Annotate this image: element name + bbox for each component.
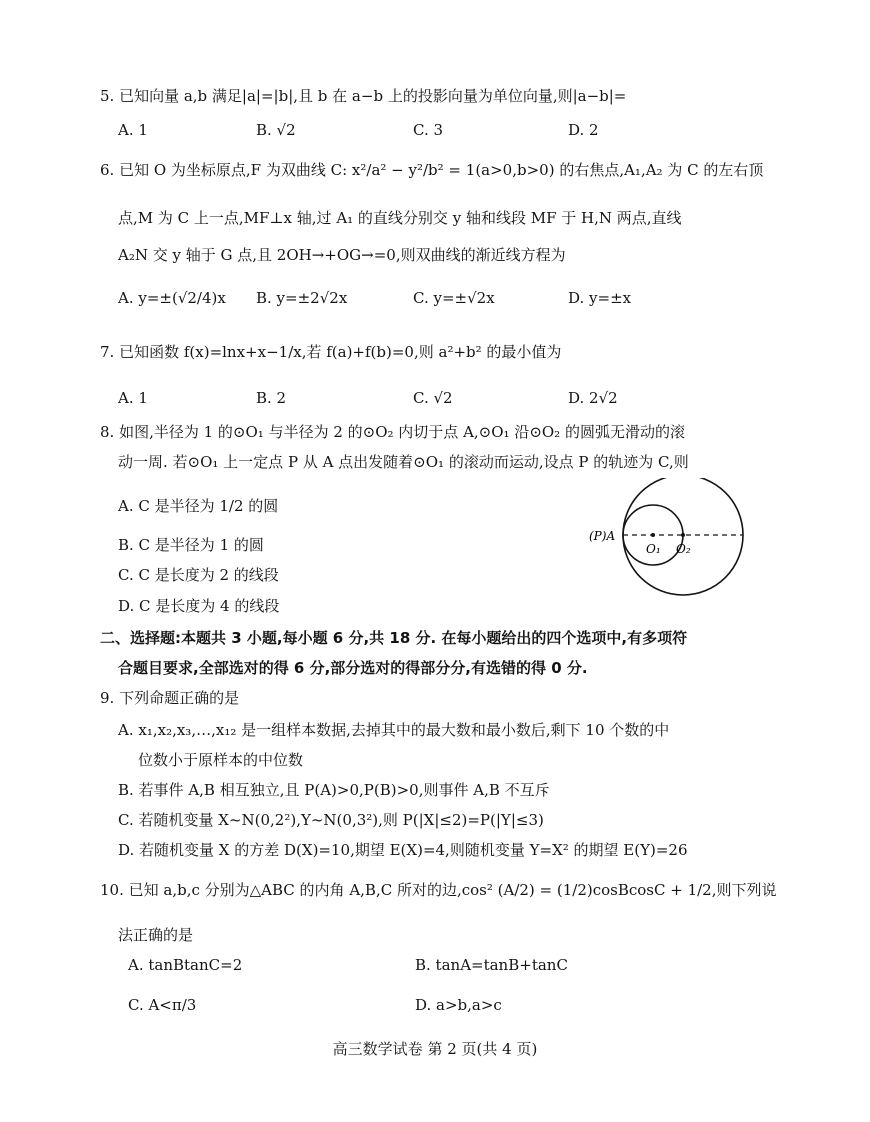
q8-option-b: B. C 是半径为 1 的圆 bbox=[118, 536, 264, 554]
q9-option-a-line-1: A. x₁,x₂,x₃,…,x₁₂ 是一组样本数据,去掉其中的最大数和最小数后,剩下 10 个数的中 bbox=[118, 721, 670, 739]
q8-option-c: C. C 是长度为 2 的线段 bbox=[118, 566, 279, 584]
q6-option-d: D. y=±x bbox=[568, 289, 632, 307]
q10-option-d: D. a>b,a>c bbox=[415, 996, 502, 1014]
label-o1: O₁ bbox=[646, 542, 661, 556]
q5-option-d: D. 2 bbox=[568, 121, 599, 139]
q6-option-c: C. y=±√2x bbox=[413, 289, 495, 307]
question-10-line-2: 法正确的是 bbox=[118, 926, 194, 944]
question-6-line-1: 6. 已知 O 为坐标原点,F 为双曲线 C: x²/a² − y²/b² = 1(a>0,b>0) 的右焦点,A₁,A₂ 为 C 的左右顶 bbox=[100, 161, 764, 179]
q8-option-a: A. C 是半径为 1/2 的圆 bbox=[118, 497, 279, 515]
q10-option-a: A. tanBtanC=2 bbox=[128, 956, 243, 974]
q5-option-a: A. 1 bbox=[118, 121, 148, 139]
q6-option-a: A. y=±(√2/4)x bbox=[118, 289, 226, 307]
q7-option-c: C. √2 bbox=[413, 389, 453, 407]
question-9-stem: 9. 下列命题正确的是 bbox=[100, 689, 240, 707]
q7-option-d: D. 2√2 bbox=[568, 389, 618, 407]
q8-option-d: D. C 是长度为 4 的线段 bbox=[118, 597, 280, 615]
label-pa: (P)A bbox=[589, 529, 616, 543]
question-10-line-1: 10. 已知 a,b,c 分别为△ABC 的内角 A,B,C 所对的边,cos² (A/2) = (1/2)cosBcosC + 1/2,则下列说 bbox=[100, 881, 777, 899]
q7-option-a: A. 1 bbox=[118, 389, 148, 407]
q5-option-c: C. 3 bbox=[413, 121, 444, 139]
question-6-line-2: 点,M 为 C 上一点,MF⊥x 轴,过 A₁ 的直线分别交 y 轴和线段 MF 于 H,N 两点,直线 bbox=[118, 209, 682, 227]
question-6-line-3: A₂N 交 y 轴于 G 点,且 2OH→+OG→=0,则双曲线的渐近线方程为 bbox=[118, 246, 566, 264]
q9-option-c: C. 若随机变量 X~N(0,2²),Y~N(0,3²),则 P(|X|≤2)=P(|Y|≤3) bbox=[118, 811, 544, 829]
question-7-stem: 7. 已知函数 f(x)=lnx+x−1/x,若 f(a)+f(b)=0,则 a²+b² 的最小值为 bbox=[100, 343, 562, 361]
center-o1-dot bbox=[651, 533, 655, 537]
q9-option-b: B. 若事件 A,B 相互独立,且 P(A)>0,P(B)>0,则事件 A,B 不互斥 bbox=[118, 781, 550, 799]
label-o2: O₂ bbox=[676, 542, 691, 556]
q8-circle-figure bbox=[588, 478, 748, 598]
q10-option-b: B. tanA=tanB+tanC bbox=[415, 956, 568, 974]
q9-option-a-line-2: 位数小于原样本的中位数 bbox=[138, 751, 304, 769]
q9-option-d: D. 若随机变量 X 的方差 D(X)=10,期望 E(X)=4,则随机变量 Y=X² 的期望 E(Y)=26 bbox=[118, 841, 688, 859]
question-8-line-2: 动一周. 若⊙O₁ 上一定点 P 从 A 点出发随着⊙O₁ 的滚动而运动,设点 P 的轨迹为 C,则 bbox=[118, 453, 689, 471]
question-5-stem: 5. 已知向量 a,b 满足|a|=|b|,且 b 在 a−b 上的投影向量为单位向量,则|a−b|= bbox=[100, 87, 627, 105]
question-8-line-1: 8. 如图,半径为 1 的⊙O₁ 与半径为 2 的⊙O₂ 内切于点 A,⊙O₁ 沿⊙O₂ 的圆弧无滑动的滚 bbox=[100, 423, 685, 441]
page-footer: 高三数学试卷 第 2 页(共 4 页) bbox=[332, 1040, 538, 1058]
section-2-heading-line-2: 合题目要求,全部选对的得 6 分,部分选对的得部分分,有选错的得 0 分. bbox=[118, 659, 588, 677]
center-o2-dot bbox=[681, 533, 685, 537]
q7-option-b: B. 2 bbox=[256, 389, 287, 407]
q5-option-b: B. √2 bbox=[256, 121, 296, 139]
q10-option-c: C. A<π/3 bbox=[128, 996, 197, 1014]
q6-option-b: B. y=±2√2x bbox=[256, 289, 348, 307]
section-2-heading-line-1: 二、选择题:本题共 3 小题,每小题 6 分,共 18 分. 在每小题给出的四个选项中,有多项符 bbox=[100, 629, 688, 647]
